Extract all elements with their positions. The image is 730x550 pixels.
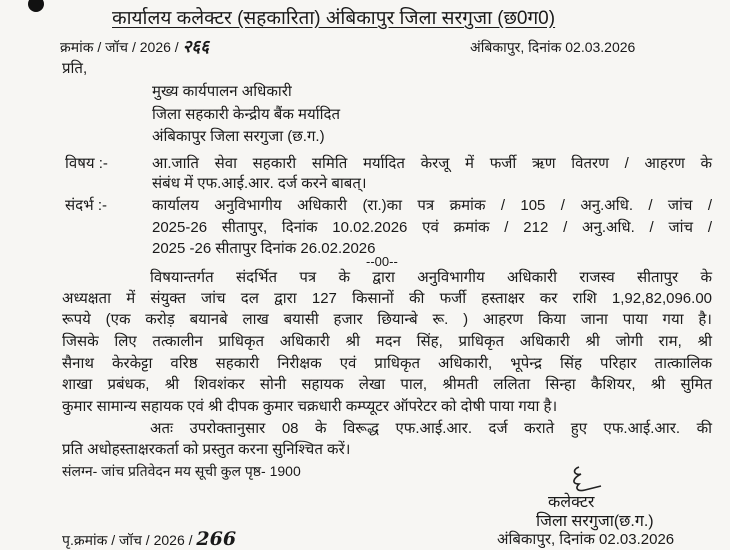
ref-prefix: क्रमांक / जॉच / 2026 / bbox=[60, 39, 183, 55]
reference-label: संदर्भ :- bbox=[65, 197, 107, 214]
separator: --00-- bbox=[366, 254, 398, 269]
signatory-district: जिला सरगुजा(छ.ग.) bbox=[536, 513, 654, 530]
body-line: अध्यक्षता में संयुक्त जांच दल द्वारा 127 किसानों की फर्जी हस्ताक्षर कर राशि 1,92,82,096.00 bbox=[62, 290, 712, 307]
office-title: कार्यालय कलेक्टर (सहकारिता) अंबिकापुर जिला सरगुजा (छ0ग0) bbox=[112, 8, 556, 29]
recipient-line: जिला सहकारी केन्द्रीय बैंक मर्यादित bbox=[152, 106, 341, 123]
reference-line: 2025-26 सीतापुर, दिनांक 10.02.2026 एवं क्रमांक / 212 / अनु.अधि. / जांच / bbox=[152, 219, 712, 236]
recipient-line: अंबिकापुर जिला सरगुजा (छ.ग.) bbox=[152, 128, 325, 145]
body-line: जिसके लिए तत्कालीन प्राधिकृत अधिकारी श्री मदन सिंह, प्राधिकृत अधिकारी श्री जोगी राम, श्री bbox=[62, 333, 712, 350]
body-line: प्रति अधोहस्ताक्षरकर्ता को प्रस्तुत करना सुनिश्चित करें। bbox=[62, 441, 351, 458]
signatory-place-date: अंबिकापुर, दिनांक 02.03.2026 bbox=[497, 531, 675, 548]
body-line: अतः उपरोक्तानुसार 08 के विरूद्ध एफ.आई.आर. दर्ज कराते हुए एफ.आई.आर. की bbox=[150, 420, 712, 437]
body-line: कुमार सामान्य सहायक एवं श्री दीपक कुमार चक्रधारी कम्प्यूटर ऑपरेटर को दोषी पाया गया है। bbox=[62, 398, 558, 415]
body-line: रूपये (एक करोड़ बयानबे लाख बयासी हजार छियान्बे रू. ) आहरण किया जाना पाया गया है। bbox=[62, 311, 712, 328]
signatory-designation: कलेक्टर bbox=[548, 494, 595, 511]
to-label: प्रति, bbox=[62, 60, 88, 77]
subject-line: आ.जाति सेवा सहकारी समिति मर्यादित केरजू में फर्जी ऋण वितरण / आहरण के bbox=[152, 155, 712, 172]
punch-hole-mark bbox=[28, 0, 44, 12]
endorsement-ref-handwritten: 266 bbox=[196, 528, 237, 550]
signature-mark bbox=[565, 464, 605, 494]
endorsement-ref-number bbox=[62, 528, 237, 550]
ref-handwritten: २६६ bbox=[182, 37, 210, 57]
letter-place-date: अंबिकापुर, दिनांक 02.03.2026 bbox=[470, 39, 636, 55]
recipient-line: मुख्य कार्यपालन अधिकारी bbox=[152, 83, 292, 100]
letter-ref-number bbox=[60, 38, 209, 56]
subject-label: विषय :- bbox=[65, 155, 108, 172]
reference-line: 2025 -26 सीतापुर दिनांक 26.02.2026 bbox=[152, 240, 376, 257]
body-line: सैनाथ केरकेट्टा वरिष्ठ सहकारी निरीक्षक एवं प्राधिकृत अधिकारी, भूपेन्द्र सिंह परिहार तात्कालिक bbox=[62, 355, 712, 372]
body-line: विषयान्तर्गत संदर्भित पत्र के द्वारा अनुविभागीय अधिकारी राजस्व सीतापुर के bbox=[150, 269, 712, 286]
enclosure-note: संलग्न- जांच प्रतिवेदन मय सूची कुल पृष्ठ- 1900 bbox=[62, 463, 301, 479]
reference-line: कार्यालय अनुविभागीय अधिकारी (रा.)का पत्र क्रमांक / 105 / अनु.अधि. / जांच / bbox=[152, 197, 712, 214]
body-line: शाखा प्रबंधक, श्री शिवशंकर सोनी सहायक लेखा पाल, श्रीमती ललिता सिन्हा कैशियर, श्री सुमित bbox=[62, 376, 712, 393]
subject-line: संबंध में एफ.आई.आर. दर्ज करने बाबत्। bbox=[152, 175, 367, 192]
endorsement-ref-prefix: पृ.क्रमांक / जॉच / 2026 / bbox=[62, 532, 197, 548]
